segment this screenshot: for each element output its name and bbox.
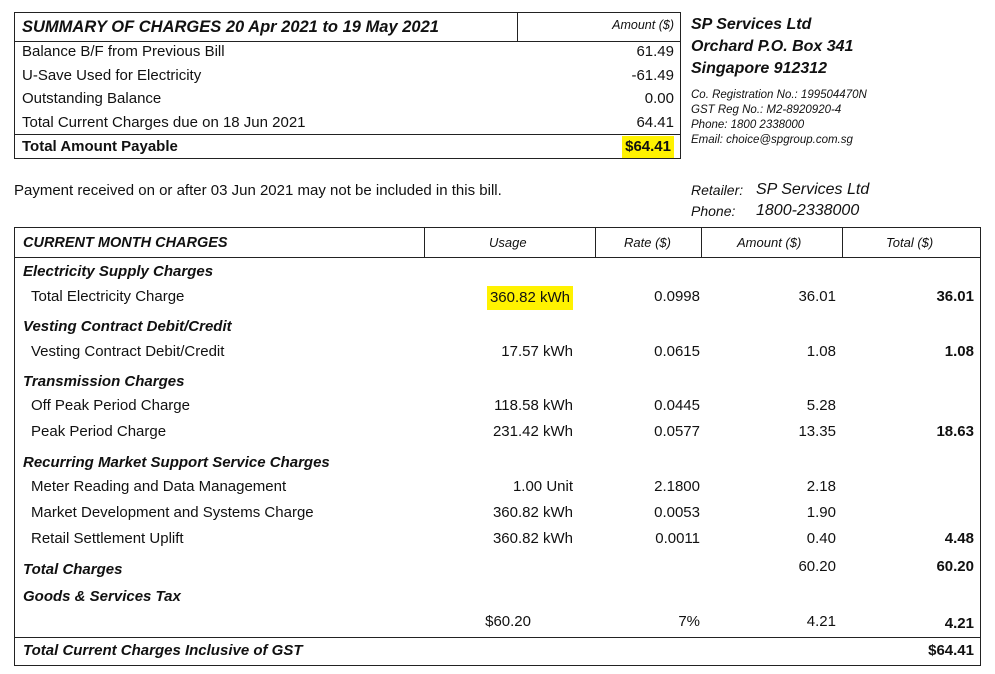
total-payable-value: $64.41: [622, 136, 674, 158]
company-gst-reg: GST Reg No.: M2-8920920-4: [691, 104, 842, 116]
col-divider: [842, 228, 843, 258]
company-address-line1: Orchard P.O. Box 341: [691, 38, 854, 55]
company-name: SP Services Ltd: [691, 16, 812, 33]
summary-row-balance-bf: Balance B/F from Previous Bill 61.49: [22, 43, 674, 60]
summary-row-total-payable: Total Amount Payable $64.41: [22, 136, 674, 158]
usage-header: Usage: [489, 235, 527, 250]
summary-total-rule: [15, 134, 680, 135]
section-heading: Transmission Charges: [23, 373, 185, 390]
header-rule: [15, 257, 980, 258]
row-off-peak: Off Peak Period Charge 118.58 kWh 0.0445 5.28: [31, 397, 836, 414]
row-retail-settlement: Retail Settlement Uplift 360.82 kWh 0.0011 0.40 4.48: [31, 530, 974, 547]
col-divider: [424, 228, 425, 258]
row-gst: $60.20 7% 4.21 4.21: [485, 613, 974, 632]
company-address-line2: Singapore 912312: [691, 60, 828, 77]
col-divider: [701, 228, 702, 258]
summary-of-charges-box: [14, 12, 681, 159]
total-header: Total ($): [886, 235, 934, 250]
summary-row-outstanding: Outstanding Balance 0.00: [22, 90, 674, 107]
company-phone: Phone: 1800 2338000: [691, 119, 805, 131]
row-grand-total: Total Current Charges Inclusive of GST $64.41: [23, 642, 974, 659]
col-divider: [595, 228, 596, 258]
charges-title: CURRENT MONTH CHARGES: [23, 235, 228, 251]
summary-row-current-charges: Total Current Charges due on 18 Jun 2021 64.41: [22, 114, 674, 131]
section-heading: Vesting Contract Debit/Credit: [23, 318, 232, 335]
retailer-phone-label: Phone:: [691, 203, 736, 219]
retailer-value: SP Services Ltd: [756, 181, 870, 198]
section-heading: Recurring Market Support Service Charges: [23, 454, 330, 471]
current-month-charges-table: [14, 227, 981, 666]
company-email: Email: choice@spgroup.com.sg: [691, 134, 853, 146]
row-market-development: Market Development and Systems Charge 360.82 kWh 0.0053 1.90: [31, 504, 836, 521]
row-meter-reading: Meter Reading and Data Management 1.00 Unit 2.1800 2.18: [31, 478, 836, 495]
row-peak: Peak Period Charge 231.42 kWh 0.0577 13.35 18.63: [31, 423, 974, 440]
row-total-charges: Total Charges 60.20 60.20: [23, 558, 974, 578]
electricity-usage-highlight: 360.82 kWh: [487, 286, 573, 310]
grand-total-rule: [15, 637, 980, 638]
company-registration: Co. Registration No.: 199504470N: [691, 89, 867, 101]
section-heading: Goods & Services Tax: [23, 588, 181, 605]
summary-title: SUMMARY OF CHARGES 20 Apr 2021 to 19 May 2021: [22, 18, 439, 36]
retailer-phone-value: 1800-2338000: [756, 202, 860, 219]
payment-note: Payment received on or after 03 Jun 2021 may not be included in this bill.: [14, 182, 502, 199]
summary-row-usave: U-Save Used for Electricity -61.49: [22, 67, 674, 84]
row-total-electricity-charge: Total Electricity Charge 360.82 kWh 0.0998 36.01 36.01: [15, 285, 980, 309]
retailer-label: Retailer:: [691, 182, 744, 198]
amount-header: Amount ($): [612, 18, 674, 32]
section-heading: Electricity Supply Charges: [23, 263, 214, 280]
header-divider: [517, 13, 518, 41]
row-vesting-contract: Vesting Contract Debit/Credit 17.57 kWh 0.0615 1.08 1.08: [31, 343, 974, 360]
rate-header: Rate ($): [624, 235, 671, 250]
amount-header: Amount ($): [737, 235, 802, 250]
